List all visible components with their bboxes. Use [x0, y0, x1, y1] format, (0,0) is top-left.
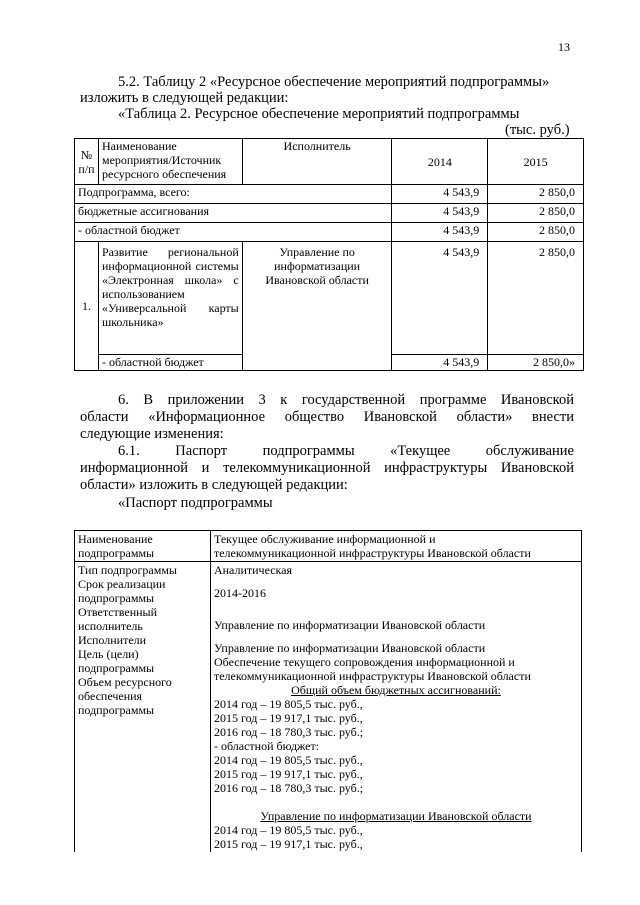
sub-2015: 2 850,0»: [488, 355, 584, 371]
passport-labels: [75, 562, 211, 853]
table-row: [75, 185, 584, 204]
para6-line-4: 6.1. Паспорт подпрограммы «Текущее обслуживание: [118, 443, 574, 459]
passport-name-value-1: Текущее обслуживание информационной и: [213, 532, 436, 546]
item-executor: Управление по информатизации Ивановской области: [242, 242, 392, 371]
passport-res-regional-2: 2016 год – 18 780,3 тыс. руб.;: [213, 781, 364, 795]
passport-term-value: 2014-2016: [213, 586, 266, 600]
passport-name-value: [210, 531, 581, 562]
passport-res-regional-title: - областной бюджет:: [213, 739, 320, 753]
passport-res-total-1: 2015 год – 19 917,1 тыс. руб.,: [213, 711, 363, 725]
intro-line-2: изложить в следующей редакции:: [80, 90, 289, 106]
sub-2014: 4 543,9: [392, 355, 488, 371]
row-label: Подпрограмма, всего:: [75, 185, 392, 204]
resource-table-header: [75, 139, 584, 185]
row-2015: 2 850,0: [488, 223, 584, 242]
passport-res-dept-1: 2015 год – 19 917,1 тыс. руб.,: [213, 837, 363, 851]
passport-goal-label: Цель (цели) подпрограммы: [78, 647, 155, 675]
passport-res-regional-0: 2014 год – 19 805,5 тыс. руб.,: [213, 753, 363, 767]
passport-name-value-2: телекоммуникационной инфраструктуры Ивановской области: [213, 546, 531, 560]
passport-res-regional-1: 2015 год – 19 917,1 тыс. руб.,: [213, 767, 363, 781]
passport-res-label: Объем ресурсного обеспечения подпрограммы: [78, 675, 172, 717]
header-num: № п/п: [75, 139, 99, 185]
passport-resp-value: Управление по информатизации Ивановской области: [213, 618, 486, 632]
passport-values: [210, 562, 581, 853]
intro-line-3: «Таблица 2. Ресурсное обеспечение мероприятий подпрограммы: [118, 106, 520, 122]
resource-table: [74, 138, 584, 371]
item-2014: 4 543,9: [392, 242, 488, 355]
passport-resp-label: Ответственный исполнитель: [78, 605, 158, 633]
para6-line-6: области» изложить в следующей редакции:: [80, 477, 348, 493]
para6-line-5: информационной и телекоммуникационной инфраструктуры Ивановской: [80, 460, 574, 476]
item-name: Развитие региональной информационной системы «Электронная школа» с использованием «Универсальной карты школьника»: [98, 242, 242, 355]
passport-goal-value-1: Обеспечение текущего сопровождения информационной и: [213, 655, 515, 669]
header-2014: 2014: [392, 139, 488, 185]
passport-row-body: [75, 562, 582, 853]
para6-line-2: области «Информационное общество Ивановской области» внести: [80, 409, 574, 425]
row-2015: 2 850,0: [488, 204, 584, 223]
para6-line-3: следующие изменения:: [80, 426, 224, 442]
page-number: 13: [558, 40, 570, 54]
row-label: бюджетные ассигнования: [75, 204, 392, 223]
header-2015: 2015: [488, 139, 584, 185]
row-label: - областной бюджет: [75, 223, 392, 242]
passport-type-value: Аналитическая: [213, 563, 293, 577]
passport-exec-label: Исполнители: [78, 633, 147, 647]
para6-line-7: «Паспорт подпрограммы: [118, 495, 273, 511]
table-row: [75, 204, 584, 223]
intro-unit: (тыс. руб.): [505, 122, 570, 138]
passport-name-label: Наименование подпрограммы: [75, 531, 211, 562]
passport-exec-value: Управление по информатизации Ивановской области: [213, 641, 486, 655]
passport-type-label: Тип подпрограммы: [78, 563, 177, 577]
sub-label: - областной бюджет: [98, 355, 242, 371]
row-2015: 2 850,0: [488, 185, 584, 204]
passport-table: [74, 530, 582, 852]
item-2015: 2 850,0: [488, 242, 584, 355]
passport-goal-value-2: телекоммуникационной инфраструктуры Ивановской области: [213, 669, 531, 683]
table-row: [75, 223, 584, 242]
table-row: [75, 242, 584, 355]
row-2014: 4 543,9: [392, 223, 488, 242]
header-executor: Исполнитель: [242, 139, 392, 185]
passport-spacer: [214, 795, 578, 809]
row-2014: 4 543,9: [392, 185, 488, 204]
row-2014: 4 543,9: [392, 204, 488, 223]
passport-res-total-2: 2016 год – 18 780,3 тыс. руб.;: [213, 725, 364, 739]
header-name: Наименование мероприятия/Источник ресурсного обеспечения: [98, 139, 242, 185]
passport-res-dept-title: Управление по информатизации Ивановской области: [260, 809, 532, 823]
passport-res-dept-0: 2014 год – 19 805,5 тыс. руб.,: [213, 823, 363, 837]
passport-res-total-title: Общий объем бюджетных ассигнований:: [291, 683, 501, 697]
passport-res-total-0: 2014 год – 19 805,5 тыс. руб.,: [213, 697, 363, 711]
para6-line-1: 6. В приложении 3 к государственной программе Ивановской: [118, 392, 574, 408]
intro-line-1: 5.2. Таблицу 2 «Ресурсное обеспечение мероприятий подпрограммы»: [118, 74, 550, 90]
item-num: 1.: [75, 242, 99, 371]
passport-term-label: Срок реализации подпрограммы: [78, 577, 166, 605]
passport-row-name: [75, 531, 582, 562]
